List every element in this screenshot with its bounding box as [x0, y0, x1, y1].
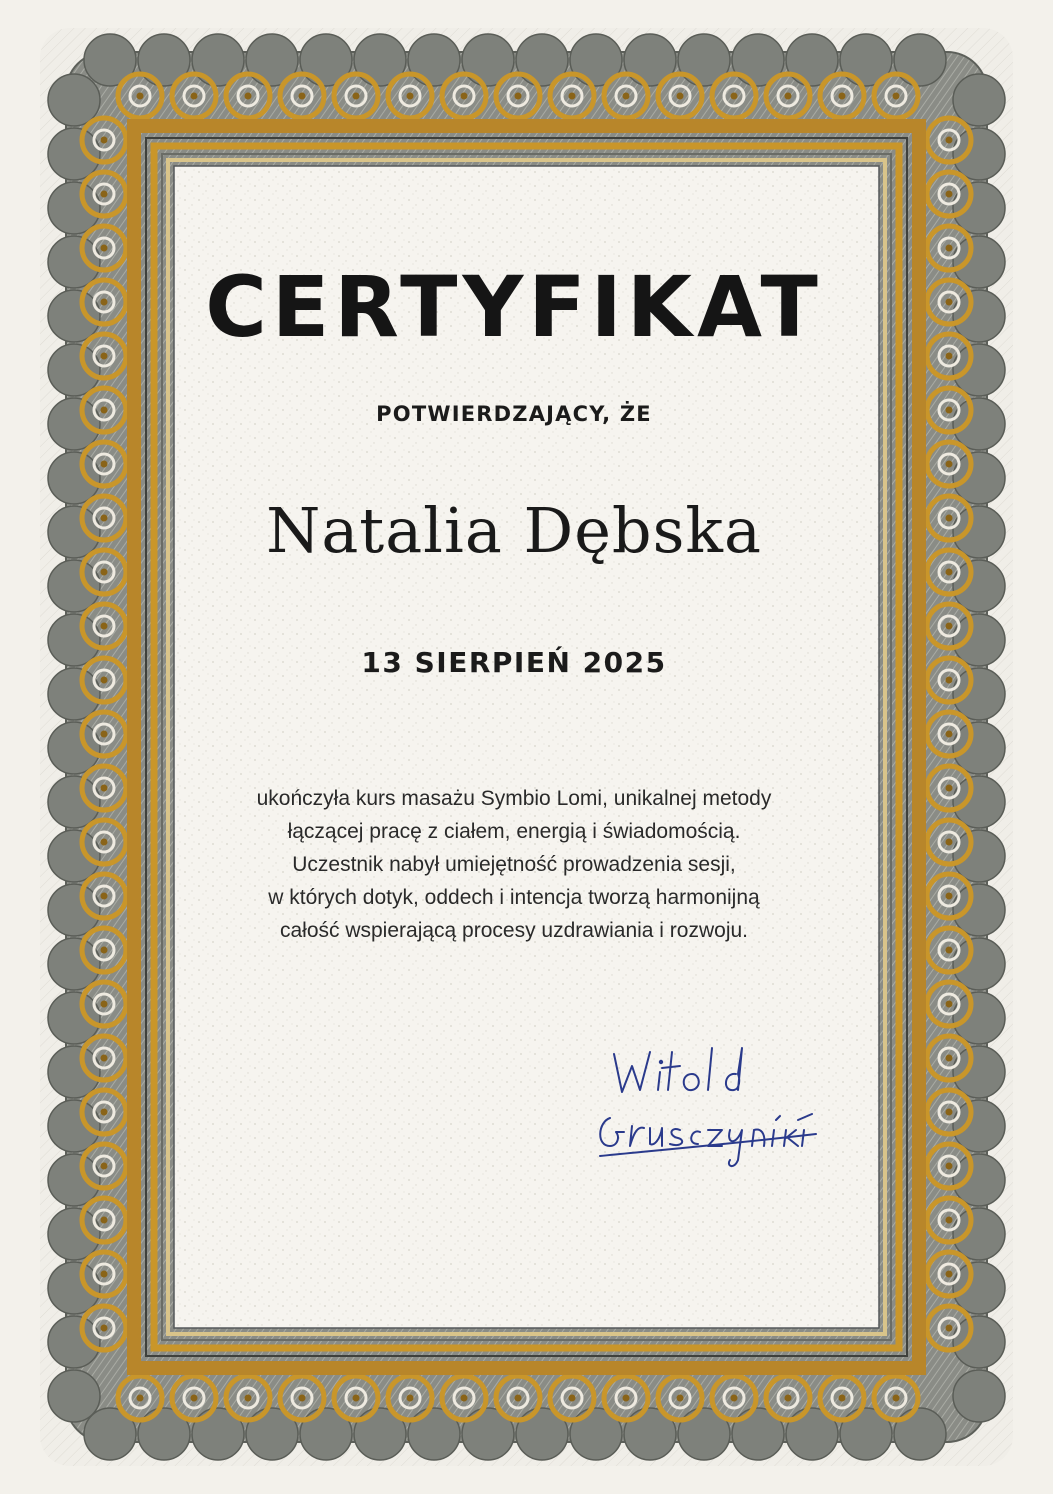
certificate-title: CERTYFIKAT	[205, 258, 823, 356]
border-scallop	[953, 290, 1005, 342]
border-scallop	[953, 74, 1005, 126]
border-scallop	[953, 128, 1005, 180]
border-scallop	[48, 290, 100, 342]
border-scallop	[953, 506, 1005, 558]
border-scallop	[953, 398, 1005, 450]
border-scallop	[48, 1100, 100, 1152]
border-scallop	[953, 1154, 1005, 1206]
border-scallop	[953, 722, 1005, 774]
border-scallop	[953, 1208, 1005, 1260]
border-scallop	[48, 776, 100, 828]
border-scallop	[953, 1370, 1005, 1422]
border-scallop	[953, 452, 1005, 504]
border-scallop	[953, 236, 1005, 288]
description-line: w których dotyk, oddech i intencja tworzą harmonijną	[268, 886, 760, 909]
recipient-name: Natalia Dębska	[266, 494, 762, 567]
border-scallop	[953, 938, 1005, 990]
border-scallop	[48, 506, 100, 558]
border-scallop	[953, 1262, 1005, 1314]
description-line: ukończyła kurs masażu Symbio Lomi, unikalnej metody	[256, 787, 772, 810]
border-scallop	[48, 344, 100, 396]
border-scallop	[48, 1046, 100, 1098]
border-scallop	[953, 830, 1005, 882]
border-scallop	[48, 1316, 100, 1368]
border-scallop	[953, 560, 1005, 612]
border-scallop	[48, 1154, 100, 1206]
border-scallop	[48, 236, 100, 288]
border-scallop	[953, 614, 1005, 666]
border-scallop	[953, 668, 1005, 720]
border-scallop	[953, 1316, 1005, 1368]
border-scallop	[48, 74, 100, 126]
border-scallop	[48, 1262, 100, 1314]
certificate-date: 13 SIERPIEŃ 2025	[361, 646, 667, 679]
border-scallop	[953, 1046, 1005, 1098]
border-scallop	[953, 884, 1005, 936]
border-scallop	[48, 182, 100, 234]
description-line: łączącej pracę z ciałem, energią i świadomością.	[287, 820, 741, 843]
description-line: Uczestnik nabył umiejętność prowadzenia sesji,	[292, 853, 736, 876]
border-scallop	[953, 344, 1005, 396]
border-scallop	[48, 1208, 100, 1260]
border-scallop	[894, 34, 946, 86]
description-line: całość wspierającą procesy uzdrawiania i rozwoju.	[279, 919, 749, 942]
border-scallop	[48, 560, 100, 612]
certificate-content	[176, 176, 852, 1354]
border-scallop	[953, 182, 1005, 234]
border-scallop	[953, 992, 1005, 1044]
border-scallop	[48, 722, 100, 774]
border-scallop	[48, 452, 100, 504]
border-scallop	[953, 776, 1005, 828]
signature-icon	[580, 1034, 820, 1184]
certificate-subtitle: POTWIERDZAJĄCY, ŻE	[376, 402, 652, 426]
certificate-description	[176, 782, 852, 947]
border-scallop	[48, 668, 100, 720]
border-scallop	[48, 614, 100, 666]
border-scallop	[48, 398, 100, 450]
border-scallop	[894, 1408, 946, 1460]
border-scallop	[48, 992, 100, 1044]
border-scallop	[48, 830, 100, 882]
border-scallop	[48, 884, 100, 936]
border-scallop	[48, 1370, 100, 1422]
border-scallop	[953, 1100, 1005, 1152]
border-scallop	[48, 128, 100, 180]
border-scallop	[48, 938, 100, 990]
